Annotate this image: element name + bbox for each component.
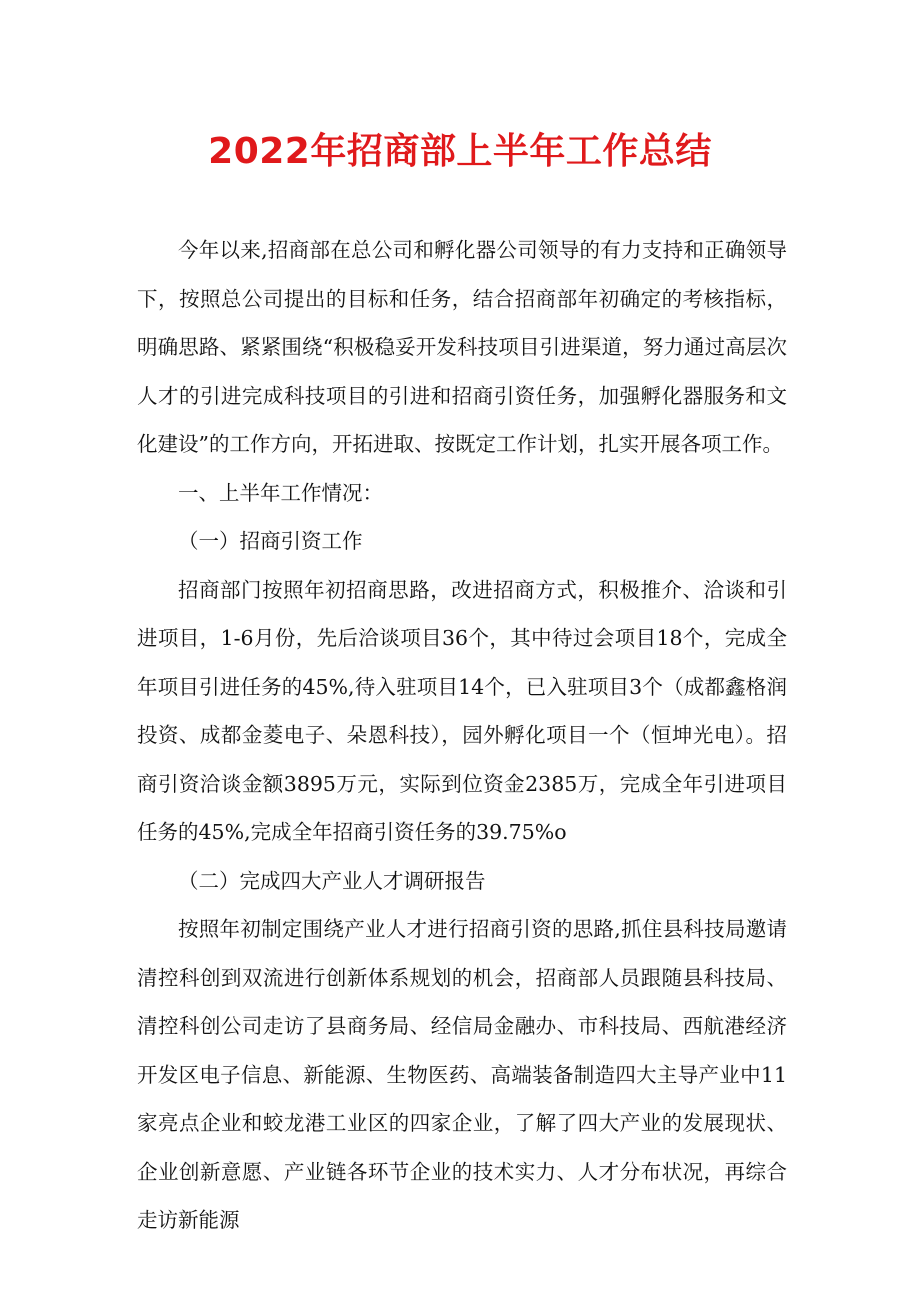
- paragraph-talent-research: 按照年初制定围绕产业人才进行招商引资的思路,抓住县科技局邀请清控科创到双流进行创新体系规划的机会，招商部人员跟随县科技局、清控科创公司走访了县商务局、经信局金融办、市科技局、西航港经济开发区电子信息、新能源、生物医药、高端装备制造四大主导产业中11家亮点企业和蛟龙港工业区的四家企业，了解了四大产业的发展现状、企业创新意愿、产业链各环节企业的技术实力、人才分布状况，再综合走访新能源: [137, 917, 787, 1232]
- document-body: [137, 226, 787, 1245]
- paragraph-intro: 今年以来,招商部在总公司和孵化器公司领导的有力支持和正确领导下，按照总公司提出的目标和任务，结合招商部年初确定的考核指标，明确思路、紧紧围绕“积极稳妥开发科技项目引进渠道，努力通过高层次人才的引进完成科技项目的引进和招商引资任务，加强孵化器服务和文化建设”的工作方向，开拓进取、按既定工作计划，扎实开展各项工作。: [137, 238, 787, 456]
- subsection-heading-1: （一）招商引资工作: [178, 529, 363, 553]
- document-title: 2022年招商部上半年工作总结: [208, 131, 712, 172]
- paragraph-investment: 招商部门按照年初招商思路，改进招商方式，积极推介、洽谈和引进项目，1-6月份，先后洽谈项目36个，其中待过会项目18个，完成全年项目引进任务的45%,待入驻项目14个，已入驻项目3个（成都鑫格润投资、成都金菱电子、朵恩科技），园外孵化项目一个（恒坤光电）。招商引资洽谈金额3895万元，实际到位资金2385万，完成全年引进项目任务的45%,完成全年招商引资任务的39.75%o: [137, 577, 787, 844]
- section-heading-1: 一、上半年工作情况：: [178, 480, 383, 505]
- subsection-heading-2: （二）完成四大产业人才调研报告: [178, 868, 486, 893]
